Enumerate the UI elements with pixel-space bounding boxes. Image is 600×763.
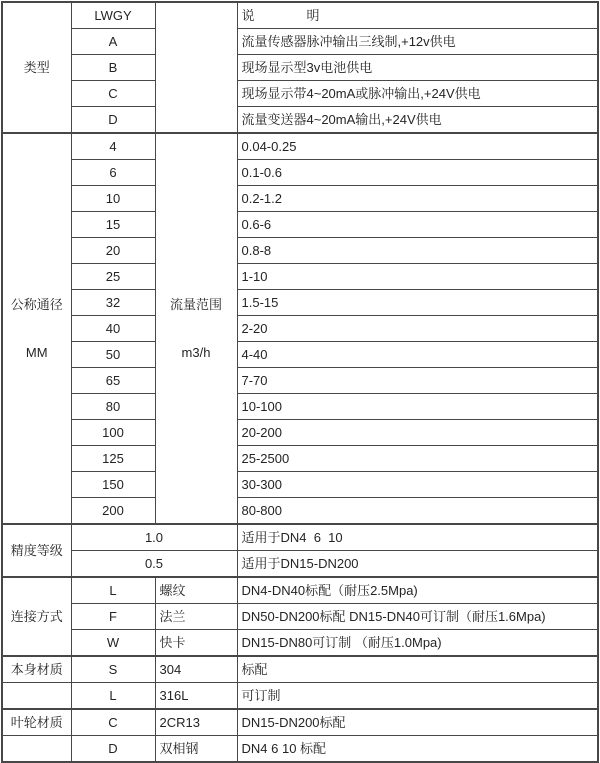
table-row xyxy=(2,577,598,604)
accuracy-desc-cell: 适用于DN4 6 10 xyxy=(237,524,598,551)
table-row xyxy=(2,186,598,212)
body-material-desc-cell: 标配 xyxy=(237,656,598,683)
dn-size-cell: 125 xyxy=(71,446,155,472)
table-row xyxy=(2,342,598,368)
table-row xyxy=(2,498,598,525)
diameter-label-line2: MM xyxy=(25,344,48,360)
impeller-material-code-cell: D xyxy=(71,736,155,763)
flow-range-cell: 20-200 xyxy=(237,420,598,446)
table-row xyxy=(2,630,598,657)
type-row-code: D xyxy=(71,107,155,134)
table-row xyxy=(2,238,598,264)
impeller-material-empty-label xyxy=(2,736,71,763)
body-material-name-cell: 304 xyxy=(155,656,237,683)
flow-range-cell: 0.8-8 xyxy=(237,238,598,264)
body-material-desc-cell: 可订制 xyxy=(237,683,598,710)
connection-name-cell: 法兰 xyxy=(155,604,237,630)
dn-size-cell: 15 xyxy=(71,212,155,238)
flow-range-cell: 0.04-0.25 xyxy=(237,133,598,160)
type-empty-cell xyxy=(155,2,237,133)
connection-desc-cell: DN4-DN40标配（耐压2.5Mpa) xyxy=(237,577,598,604)
table-row xyxy=(2,212,598,238)
flow-range-label xyxy=(155,133,237,524)
flow-range-cell: 30-300 xyxy=(237,472,598,498)
flow-range-cell: 4-40 xyxy=(237,342,598,368)
body-material-code-cell: L xyxy=(71,683,155,710)
connection-section-label: 连接方式 xyxy=(2,577,71,656)
body-material-section-label: 本身材质 xyxy=(2,656,71,683)
impeller-material-code-cell: C xyxy=(71,709,155,736)
table-row xyxy=(2,736,598,763)
flow-range-label-line2: m3/h xyxy=(181,344,211,360)
connection-code-cell: W xyxy=(71,630,155,657)
accuracy-grade-cell: 1.0 xyxy=(71,524,237,551)
impeller-material-name-cell: 双相钢 xyxy=(155,736,237,763)
flow-range-cell: 10-100 xyxy=(237,394,598,420)
type-row-desc: 现场显示带4~20mA或脉冲输出,+24V供电 xyxy=(237,81,598,107)
flow-range-label-line1: 流量范围 xyxy=(169,296,222,312)
type-row-code: A xyxy=(71,29,155,55)
table-row xyxy=(2,709,598,736)
flow-range-cell: 80-800 xyxy=(237,498,598,525)
dn-size-cell: 150 xyxy=(71,472,155,498)
dn-size-cell: 4 xyxy=(71,133,155,160)
flow-range-cell: 0.6-6 xyxy=(237,212,598,238)
dn-size-cell: 50 xyxy=(71,342,155,368)
accuracy-desc-cell: 适用于DN15-DN200 xyxy=(237,551,598,578)
accuracy-section-label: 精度等级 xyxy=(2,524,71,577)
connection-name-cell: 快卡 xyxy=(155,630,237,657)
flow-range-cell: 1-10 xyxy=(237,264,598,290)
flow-range-cell: 7-70 xyxy=(237,368,598,394)
flow-range-cell: 1.5-15 xyxy=(237,290,598,316)
type-row-desc: 流量传感器脉冲输出三线制,+12v供电 xyxy=(237,29,598,55)
dn-size-cell: 200 xyxy=(71,498,155,525)
table-row xyxy=(2,446,598,472)
type-section-label: 类型 xyxy=(2,2,71,133)
table-row xyxy=(2,160,598,186)
impeller-material-section-label: 叶轮材质 xyxy=(2,709,71,736)
table-row xyxy=(2,551,598,578)
flow-range-cell: 0.2-1.2 xyxy=(237,186,598,212)
table-row xyxy=(2,81,598,107)
dn-size-cell: 25 xyxy=(71,264,155,290)
flow-range-cell: 2-20 xyxy=(237,316,598,342)
table-row xyxy=(2,316,598,342)
flow-range-cell: 0.1-0.6 xyxy=(237,160,598,186)
table-row xyxy=(2,290,598,316)
body-material-name-cell: 316L xyxy=(155,683,237,710)
dn-size-cell: 100 xyxy=(71,420,155,446)
connection-code-cell: L xyxy=(71,577,155,604)
table-row xyxy=(2,264,598,290)
type-row-code: C xyxy=(71,81,155,107)
model-code-cell: LWGY xyxy=(71,2,155,29)
table-row xyxy=(2,420,598,446)
body-material-empty-label xyxy=(2,683,71,710)
accuracy-grade-cell: 0.5 xyxy=(71,551,237,578)
connection-desc-cell: DN50-DN200标配 DN15-DN40可订制（耐压1.6Mpa) xyxy=(237,604,598,630)
table-row xyxy=(2,133,598,160)
table-row xyxy=(2,604,598,630)
table-row xyxy=(2,524,598,551)
impeller-material-desc-cell: DN4 6 10 标配 xyxy=(237,736,598,763)
dn-size-cell: 80 xyxy=(71,394,155,420)
table-row xyxy=(2,472,598,498)
type-row-desc: 现场显示型3v电池供电 xyxy=(237,55,598,81)
dn-size-cell: 10 xyxy=(71,186,155,212)
table-row xyxy=(2,107,598,134)
table-row xyxy=(2,656,598,683)
spec-header-cell: 说 明 xyxy=(237,2,598,29)
connection-code-cell: F xyxy=(71,604,155,630)
flow-range-cell: 25-2500 xyxy=(237,446,598,472)
connection-name-cell: 螺纹 xyxy=(155,577,237,604)
type-row-code: B xyxy=(71,55,155,81)
dn-size-cell: 32 xyxy=(71,290,155,316)
diameter-section-label xyxy=(2,133,71,524)
table-row xyxy=(2,55,598,81)
dn-size-cell: 65 xyxy=(71,368,155,394)
row-model-header xyxy=(2,2,598,29)
impeller-material-name-cell: 2CR13 xyxy=(155,709,237,736)
table-row xyxy=(2,683,598,710)
body-material-code-cell: S xyxy=(71,656,155,683)
dn-size-cell: 6 xyxy=(71,160,155,186)
table-row xyxy=(2,29,598,55)
type-row-desc: 流量变送器4~20mA输出,+24V供电 xyxy=(237,107,598,134)
table-row xyxy=(2,368,598,394)
dn-size-cell: 40 xyxy=(71,316,155,342)
diameter-label-line1: 公称通径 xyxy=(10,296,63,312)
dn-size-cell: 20 xyxy=(71,238,155,264)
impeller-material-desc-cell: DN15-DN200标配 xyxy=(237,709,598,736)
table-row xyxy=(2,394,598,420)
connection-desc-cell: DN15-DN80可订制 （耐压1.0Mpa) xyxy=(237,630,598,657)
flowmeter-selection-table xyxy=(1,1,599,763)
